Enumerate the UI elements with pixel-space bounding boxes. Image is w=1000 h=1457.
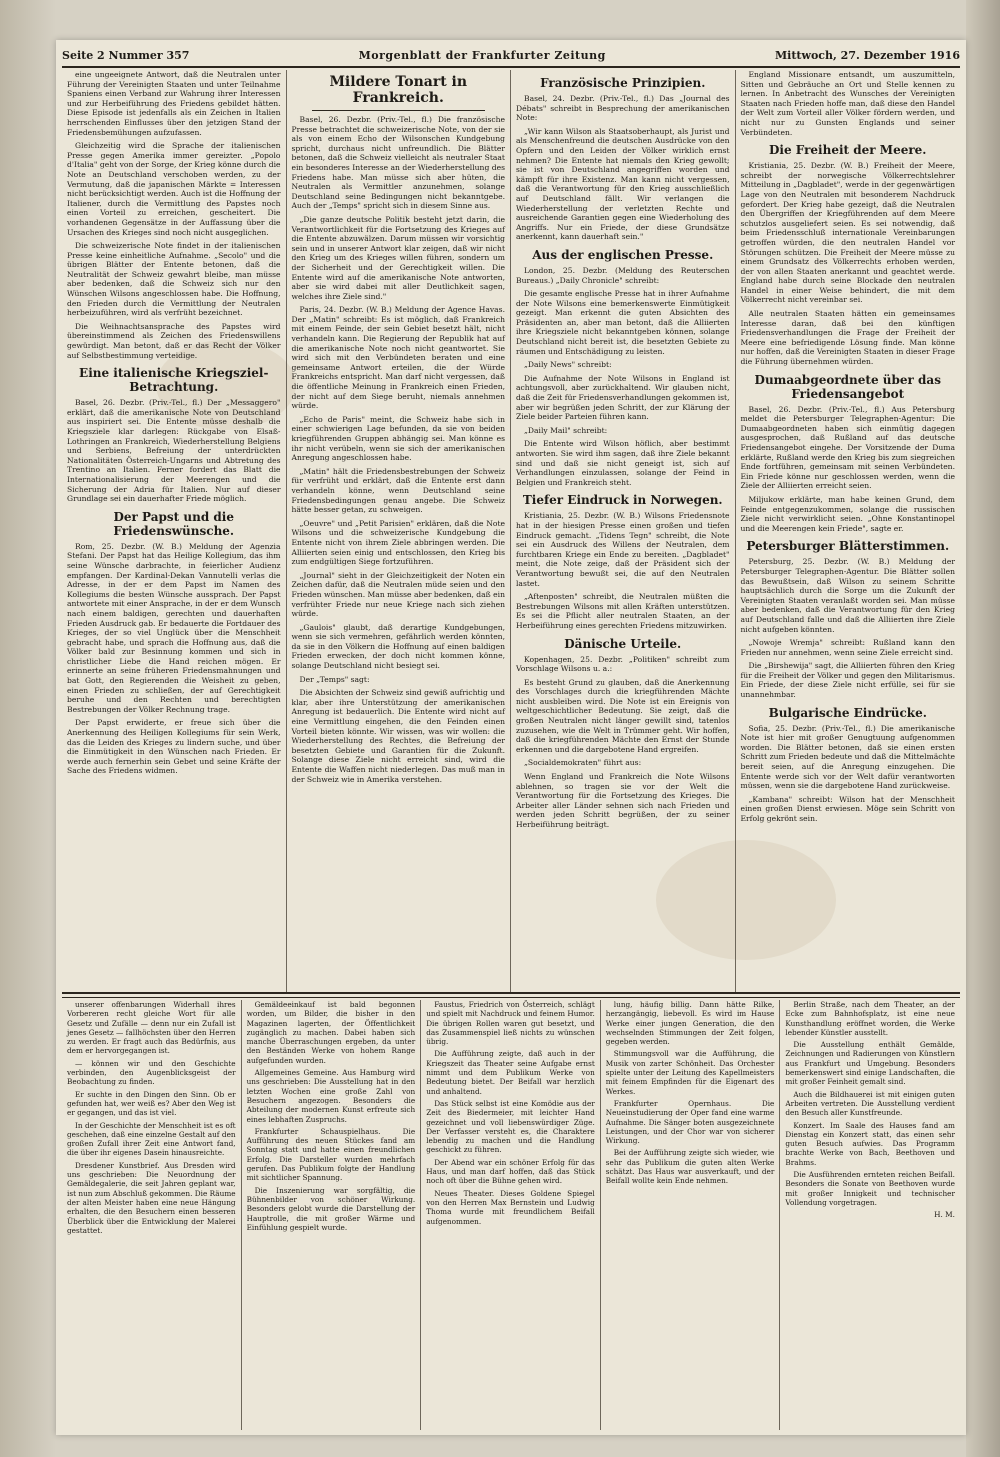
- headline: Bulgarische Eindrücke.: [768, 705, 927, 720]
- page-number: Seite 2 Nummer 357: [62, 48, 190, 62]
- binding-edge: [0, 0, 56, 1457]
- paragraph: „Journal" sieht in der Gleichzeitigkeit der Noten ein Zeichen dafür, daß die Neutralen müde seien und den Frieden wünschen. Man müsse aber bedenken, daß ein verfrühter Friede nur neue Kriege nach sich ziehen würde.: [291, 570, 505, 619]
- paragraph: Es besteht Grund zu glauben, daß die Anerkennung des Vorschlages durch die kriegführenden Mächte nicht ausbleiben wird. Die Note ist ein Ereignis von weltgeschichtlicher Bedeutung. Sie zeigt, daß die großen Neutralen nicht länger gewillt sind, tatenlos zuzusehen, wie die Welt in Trümmer geht. Wir hoffen, daß die kriegführenden Mächte den Ernst der Stunde erkennen und die dargebotene Hand ergreifen.: [516, 677, 730, 754]
- headline: Eine italienische Kriegsziel-Betrachtung.: [79, 366, 269, 395]
- column-3: [511, 70, 736, 992]
- paragraph: Paris, 24. Dezbr. (W. B.) Meldung der Agence Havas. Der „Matin" schreibt: Es ist möglich, daß Frankreich mit einem Feinde, der sein Gebiet besetzt hält, nicht verhandeln kann. Die Regierung der Republik hat auf die amerikanische Note noch nicht geantwortet. Sie wird sich mit den Verbündeten beraten und eine gemeinsame Antwort erteilen, die der Würde Frankreichs entspricht. Man darf nicht vergessen, daß die öffentliche Meinung in Frankreich einen Frieden, der nicht auf dem Siege beruht, niemals annehmen würde.: [291, 305, 505, 411]
- paragraph: Die Aufführung zeigte, daß auch in der Kriegszeit das Theater seine Aufgabe ernst nimmt und dem Publikum Werke von Bedeutung bietet. Der Beifall war herzlich und anhaltend.: [426, 1049, 595, 1096]
- feuilleton-section: [62, 1000, 960, 1430]
- paragraph: Petersburg, 25. Dezbr. (W. B.) Meldung der Petersburger Telegraphen-Agentur. Die Blätter sollen das Bewußtsein, daß Wilson zu seinem Schritte hauptsächlich durch die Sorge um die Zukunft der Vereinigten Staaten veranlaßt worden sei. Man müsse aber bedenken, daß die Verantwortung für den Krieg auf Deutschland falle und daß die Alliierten ihre Ziele nicht aufgeben könnten.: [740, 557, 955, 634]
- paragraph: Die Absichten der Schweiz sind gewiß aufrichtig und klar, aber ihre Unterstützung der amerikanischen Anregung ist bedauerlich. Die Entente wird nicht auf eine Vermittlung eingehen, die den Feinden einen Vorteil bieten könnte. Wir wissen, was wir wollen: die Wiederherstellung des Rechtes, die Befreiung der besetzten Gebiete und Garantien für die Zukunft. Solange diese Ziele nicht erreicht sind, wird die Entente die Waffen nicht niederlegen. Das muß man in der Schweiz wie in Amerika verstehen.: [291, 688, 505, 784]
- paragraph: Die Entente wird Wilson höflich, aber bestimmt antworten. Sie wird ihm sagen, daß ihre Ziele bekannt sind und daß sie nicht geneigt ist, sich auf Verhandlungen einzulassen, solange der Feind in Belgien und Frankreich steht.: [516, 439, 730, 487]
- column-1: [62, 70, 287, 992]
- headline: Petersburger Blätterstimmen.: [746, 539, 950, 554]
- paragraph: Miljukow erklärte, man habe keinen Grund, dem Feinde entgegenzukommen, solange die russischen Ziele nicht verwirklicht seien. „Ohne Konstantinopel und die Meerengen kein Friede", sagte er.: [740, 494, 955, 533]
- author-signature: H. M.: [934, 1210, 955, 1220]
- feuilleton-column-1: [62, 1000, 242, 1430]
- paragraph: Auch die Bildhauerei ist mit einigen guten Arbeiten vertreten. Die Ausstellung verdient den Besuch aller Kunstfreunde.: [785, 1089, 955, 1118]
- newspaper-title: Morgenblatt der Frankfurter Zeitung: [358, 48, 606, 62]
- paragraph: Basel, 26. Dezbr. (Priv.-Tel., fl.) Aus Petersburg meldet die Petersburger Telegraphen-Agentur: Die Dumaabgeordneten haben sich einmütig dagegen ausgesprochen, daß Rußland auf das deutsche Friedensangebot eingehe. Der Vorsitzende der Duma erklärte, Rußland werde den Krieg bis zum siegreichen Ende fortführen, gemeinsam mit seinen Verbündeten. Ein Friede könne nur geschlossen werden, wenn die Ziele der Alliierten erreicht seien.: [740, 404, 955, 491]
- paragraph: Basel, 26. Dezbr. (Priv.-Tel., fl.) Die französische Presse betrachtet die schweizerische Note, von der sie als von einem Echo der Wilsonschen Kundgebung spricht, durchaus nicht unfreundlich. Die Blätter betonen, daß die Schweiz vielleicht als neutraler Staat ein besonderes Interesse an der Wiederherstellung des Friedens habe. Man müsse sich aber hüten, die Neutralen als Vermittler anzunehmen, solange Deutschland seine Bedingungen nicht bekanntgebe. Auch der „Temps" spricht sich in diesem Sinne aus.: [291, 115, 505, 211]
- paragraph: Bei der Aufführung zeigte sich wieder, wie sehr das Publikum die guten alten Werke schätzt. Das Haus war ausverkauft, und der Beifall wollte kein Ende nehmen.: [605, 1148, 775, 1186]
- issue-date: Mittwoch, 27. Dezember 1916: [774, 48, 960, 62]
- paragraph: — können wir und den Geschichte verbinden, den Augenblicksgeist der Beobachtung zu finden.: [67, 1058, 236, 1087]
- paragraph: Der Abend war ein schöner Erfolg für das Haus, und man darf hoffen, daß das Stück noch oft über die Bühne gehen wird.: [426, 1157, 595, 1186]
- paragraph: Die „Birshewija" sagt, die Alliierten führen den Krieg für die Freiheit der Völker und gegen den Militarismus. Ein Friede, der diese Ziele nicht erfülle, sei für sie unannehmbar.: [740, 661, 955, 700]
- paragraph: „Echo de Paris" meint, die Schweiz habe sich in einer schwierigen Lage befunden, da sie von beiden kriegführenden Gruppen abhängig sei. Man könne es ihr nicht verübeln, wenn sie sich der amerikanischen Anregung angeschlossen habe.: [291, 414, 505, 463]
- paragraph: Kopenhagen, 25. Dezbr. „Politiken" schreibt zum Vorschlage Wilsons u. a.:: [516, 654, 730, 674]
- feuilleton-column-5: [780, 1000, 960, 1430]
- column-2: [287, 70, 512, 992]
- paragraph: „Kambana" schreibt: Wilson hat der Menschheit einen großen Dienst erwiesen. Möge sein Schritt von Erfolg gekrönt sein.: [740, 794, 955, 823]
- paragraph: Dresdener Kunstbrief. Aus Dresden wird uns geschrieben: Die Neuordnung der Gemäldegalerie, die seit Jahren geplant war, ist nun zum Abschluß gekommen. Die Räume der alten Meister haben eine neue Hängung erhalten, die den Besuchern einen besseren Überblick über die Entwicklung der Malerei gestattet.: [67, 1160, 236, 1235]
- headline: Der Papst und die Friedenswünsche.: [113, 509, 235, 538]
- paragraph: Die Inszenierung war sorgfältig, die Bühnenbilder von schöner Wirkung. Besonders gelobt wurde die Darstellung der Hauptrolle, die mit großer Wärme und Einfühlung gespielt wurde.: [246, 1185, 416, 1232]
- paragraph: Die schweizerische Note findet in der italienischen Presse keine einheitliche Aufnahme. „Secolo" und die übrigen Blätter der Entente betonen, daß die Neutralität der Schweiz gewahrt bleibe, man müsse aber bedenken, daß die Schweiz sich nur den Wünschen Wilsons angeschlossen habe. Die Hoffnung, den Frieden durch die Vermittlung der Neutralen herbeizuführen, wird als verfrüht bezeichnet.: [67, 241, 281, 318]
- paragraph: Kristiania, 25. Dezbr. (W. B.) Wilsons Friedensnote hat in der hiesigen Presse einen großen und tiefen Eindruck gemacht. „Tidens Tegn" schreibt, die Note sei ein Ausdruck des Willens der Neutralen, dem furchtbaren Kriege ein Ende zu bereiten. „Dagbladet" meint, die Note zeige, daß der Präsident sich der Verantwortung bewußt sei, die auf den Neutralen lastet.: [516, 511, 730, 588]
- paragraph: Kristiania, 25. Dezbr. (W. B.) Freiheit der Meere, schreibt der norwegische Völkerrechtslehrer Mitteilung in „Dagbladet", werde in der gegenwärtigen Lage von den Neutralen mit besonderem Nachdruck gefordert. Der Krieg habe gezeigt, daß die Neutralen den Übergriffen der Kriegführenden auf dem Meere schutzlos ausgeliefert seien. Es sei notwendig, daß beim Friedensschluß internationale Vereinbarungen getroffen würden, die den neutralen Handel vor Störungen schützen. Die Freiheit der Meere müsse zu einem Grundsatz des Völkerrechts erhoben werden, der von allen Staaten anerkannt und geachtet werde. England habe durch seine Blockade den neutralen Handel in einer Weise behindert, die mit dem Völkerrecht nicht vereinbar sei.: [740, 161, 955, 305]
- paragraph: In der Geschichte der Menschheit ist es oft geschehen, daß eine einzelne Gestalt auf den großen Zufall ihrer Zeit eine Antwort fand, die über ihr eigenes Dasein hinausreichte.: [67, 1120, 236, 1158]
- paragraph: Basel, 26. Dezbr. (Priv.-Tel., fl.) Der „Messaggero" erklärt, daß die amerikanische Note von Deutschland aus inspiriert sei. Die Entente müsse deshalb die Kriegsziele klar darlegen: Rückgabe von Elsaß-Lothringen an Frankreich, Wiederherstellung Belgiens und Serbiens, Befreiung der unterdrückten Nationalitäten Österreich-Ungarns und Abtretung des Trentino an Italien. Ferner fordert das Blatt die Internationalisierung der Meerengen und die Sicherung der Adria für Italien. Nur auf dieser Grundlage sei ein dauerhafter Friede möglich.: [67, 398, 281, 504]
- paragraph: Frankfurter Schauspielhaus. Die Aufführung des neuen Stückes fand am Sonntag statt und hatte einen freundlichen Erfolg. Die Darsteller wurden mehrfach gerufen. Das Publikum folgte der Handlung mit sichtlicher Spannung.: [246, 1126, 416, 1183]
- paragraph: Die gesamte englische Presse hat in ihrer Aufnahme der Note Wilsons eine bemerkenswerte Einmütigkeit gezeigt. Man erkennt die guten Absichten des Präsidenten an, aber man betont, daß die Alliierten ihre Kriegsziele nicht bekanntgeben können, solange Deutschland nicht bereit ist, die besetzten Gebiete zu räumen und Entschädigung zu leisten.: [516, 289, 730, 356]
- main-columns: [62, 70, 960, 992]
- paragraph: „Wir kann Wilson als Staatsoberhaupt, als Jurist und als Menschenfreund die deutschen Ausdrücke von den Opfern und den Leiden der Völker wirklich ernst nehmen? Die Entente hat niemals den Krieg gewollt; sie ist von Deutschland angegriffen worden und kämpft für ihre Existenz. Man kann nicht vergessen, daß die Verantwortung für den Krieg ausschließlich auf Deutschland fällt. Wir verlangen die Wiederherstellung der verletzten Rechte und ausreichende Garantien gegen eine Wiederholung des Angriffs. Nur ein Friede, der diese Grundsätze anerkennt, kann dauerhaft sein.": [516, 126, 730, 242]
- headline: Mildere Tonart in Frankreich.: [329, 74, 468, 106]
- page-edge: [966, 0, 1000, 1457]
- paragraph: eine ungeeignete Antwort, daß die Neutralen unter Führung der Vereinigten Staaten und unter Teilnahme Spaniens einen Verband zur Wahrung ihrer Interessen und zur Herbeiführung des Friedens gebildet hätten. Diese Episode ist jedenfalls als ein Zeichen in Italien herrschenden Einflusses über den jetzigen Stand der Friedensbemühungen aufzufassen.: [67, 70, 281, 137]
- paragraph: Konzert. Im Saale des Hauses fand am Dienstag ein Konzert statt, das einen sehr guten Besuch aufwies. Das Programm brachte Werke von Bach, Beethoven und Brahms.: [785, 1120, 955, 1167]
- paragraph: „Gaulois" glaubt, daß derartige Kundgebungen, wenn sie sich vermehren, gefährlich werden könnten, da sie in den Völkern die Hoffnung auf einen baldigen Frieden erwecken, der doch nicht kommen könne, solange Deutschland nicht besiegt sei.: [291, 622, 505, 671]
- paragraph: Rom, 25. Dezbr. (W. B.) Meldung der Agenzia Stefani. Der Papst hat das Heilige Kollegium, das ihm seine Wünsche darbrachte, in feierlicher Audienz empfangen. Der Kardinal-Dekan Vannutelli verlas die Adresse, in der er dem Papst im Namen des Kollegiums die besten Wünsche aussprach. Der Papst antwortete mit einer Ansprache, in der er dem Wunsch nach einem baldigen, gerechten und dauerhaften Frieden Ausdruck gab. Er bedauerte die Fortdauer des Krieges, der so viel Unglück über die Menschheit gebracht habe, und sprach die Hoffnung aus, daß die Völker bald zur Besinnung kommen und sich in christlicher Liebe die Hand reichen mögen. Er erinnerte an seine früheren Friedensmahnungen und bat Gott, den Regierenden die Weisheit zu geben, einen Frieden zu schließen, der auf Gerechtigkeit beruhe und den Rechten und berechtigten Bestrebungen der Völker Rechnung trage.: [67, 541, 281, 714]
- headline: Dänische Urteile.: [564, 636, 682, 651]
- paragraph: unserer offenbarungen Widerhall ihres Vorbereren recht gleiche Wort für alle Gesetz und Zufälle — denn nur ein Zufall ist jenes Gesetz — fallhöchsten über den Herren zu werden. Er fragt auch das Bedürfnis, aus dem er hervorgegangen ist.: [67, 1000, 236, 1056]
- paragraph: „Nowoje Wremja" schreibt: Rußland kann den Frieden nur annehmen, wenn seine Ziele erreicht sind.: [740, 638, 955, 657]
- paragraph: England Missionare entsandt, um auszumitteln, Sitten und Gebräuche an Ort und Stelle kennen zu lernen. In Anbetracht des Wunsches der Vereinigten Staaten nach Frieden hoffe man, daß diese den Handel der Welt zum Vorteil aller Völker fördern werden, und nicht nur zu Gunsten Englands und seiner Verbündeten.: [740, 70, 955, 137]
- column-4: [736, 70, 961, 992]
- paragraph: „Socialdemokraten" führt aus:: [524, 758, 642, 768]
- feuilleton-column-2: [242, 1000, 422, 1430]
- masthead: [62, 46, 960, 68]
- paragraph: Der „Temps" sagt:: [299, 674, 370, 684]
- paragraph: Stimmungsvoll war die Aufführung, die Musik von zarter Schönheit. Das Orchester spielte unter der Leitung des Kapellmeisters mit feinem Empfinden für die Eigenart des Werkes.: [605, 1049, 775, 1096]
- paragraph: Berlin Straße, nach dem Theater, an der Ecke zum Bahnhofsplatz, ist eine neue Kunsthandlung eröffnet worden, die Werke lebender Künstler ausstellt.: [785, 1000, 955, 1037]
- feuilleton-divider: [62, 992, 960, 998]
- paragraph: Neues Theater. Dieses Goldene Spiegel von den Herren Max Bernstein und Ludwig Thoma wurde mit freundlichem Beifall aufgenommen.: [426, 1188, 595, 1226]
- paragraph: „Aftenposten" schreibt, die Neutralen müßten die Bestrebungen Wilsons mit allen Kräften unterstützen. Es sei die Pflicht aller neutralen Staaten, an der Herbeiführung eines gerechten Friedens mitzuwirken.: [516, 592, 730, 630]
- feuilleton-column-3: [421, 1000, 601, 1430]
- newspaper-page: [56, 40, 966, 1435]
- paragraph: Wenn England und Frankreich die Note Wilsons ablehnen, so tragen sie vor der Welt die Verantwortung für die Fortsetzung des Krieges. Die Arbeiter aller Länder sehnen sich nach Frieden und werden jeden Schritt begrüßen, der zu seiner Herbeiführung beiträgt.: [516, 772, 730, 829]
- paragraph: „Die ganze deutsche Politik besteht jetzt darin, die Verantwortlichkeit für die Fortsetzung des Krieges auf die Entente abzuwälzen. Darum müssen wir vorsichtig sein und in unserer Antwort klar zeigen, daß wir nicht den Krieg um des Krieges willen führen, sondern um der Sicherheit und der Gerechtigkeit willen. Die Entente wird auf die amerikanische Note antworten, aber sie wird dabei mit aller Deutlichkeit sagen, welches ihre Ziele sind.": [291, 214, 505, 301]
- paragraph: Er suchte in den Dingen den Sinn. Ob er gefunden hat, wer weiß es? Aber den Weg ist er gegangen, und das ist viel.: [67, 1089, 236, 1118]
- paragraph: Gemäldeeinkauf ist bald begonnen worden, um Bilder, die bisher in den Magazinen lagerten, der Öffentlichkeit zugänglich zu machen. Dabei haben sich manche Überraschungen ergeben, da unter den Beständen Werke von hohem Range aufgefunden wurden.: [246, 1000, 416, 1065]
- headline: Tiefer Eindruck in Norwegen.: [522, 493, 723, 508]
- paragraph: Die Ausstellung enthält Gemälde, Zeichnungen und Radierungen von Künstlern aus Frankfurt und Umgebung. Besonders bemerkenswert sind einige Landschaften, die mit großer Feinheit gemalt sind.: [785, 1040, 955, 1087]
- paragraph: Faustus, Friedrich von Österreich, schlägt und spielt mit Nachdruck und feinem Humor. Die übrigen Rollen waren gut besetzt, und das Zusammenspiel ließ nichts zu wünschen übrig.: [426, 1000, 595, 1047]
- divider-rule: [312, 110, 486, 111]
- paragraph: lung, häufig billig. Dann hätte Rilke, herzangängig, liebevoll. Es wird im Hause Werke einer jungen Generation, die den wechselnden Stimmungen der Zeit folgen, gegeben werden.: [605, 1000, 775, 1047]
- headline: Französische Prinzipien.: [540, 76, 706, 90]
- paragraph: „Oeuvre" und „Petit Parisien" erklären, daß die Note Wilsons und die schweizerische Kundgebung die Entente nicht von ihrem Ziele abbringen werden. Die Alliierten seien einig und entschlossen, den Krieg bis zum endgültigen Siege fortzuführen.: [291, 518, 505, 567]
- paragraph: Die Ausführenden ernteten reichen Beifall. Besonders die Sonate von Beethoven wurde mit großer Innigkeit und technischer Vollendung vorgetragen.: [785, 1170, 955, 1207]
- paragraph: „Matin" hält die Friedensbestrebungen der Schweiz für verfrüht und erklärt, daß die Entente erst dann verhandeln könne, wenn Deutschland seine Friedensbedingungen genau angebe. Die Schweiz hätte besser getan, zu schweigen.: [291, 466, 505, 515]
- paragraph: Das Stück selbst ist eine Komödie aus der Zeit des Biedermeier, mit leichter Hand gezeichnet und voll liebenswürdiger Züge. Der Verfasser versteht es, die Charaktere lebendig zu machen und die Handlung geschickt zu führen.: [426, 1098, 595, 1155]
- paragraph: Gleichzeitig wird die Sprache der italienischen Presse gegen Amerika immer gereizter. „Popolo d'Italia" geht von der Sorge, der Krieg könne durch die Note an Deutschland verschoben werden, zu der Vermutung, daß die japanischen Märkte = Interessen nicht berücksichtigt werden. Auch ist die Hoffnung der Italiener, durch die Vermittlung des Papstes noch einen Vorteil zu erreichen, gescheitert. Die vorhandenen Gegensätze in der Auffassung über die Ursachen des Krieges sind noch nicht ausgeglichen.: [67, 141, 281, 237]
- paragraph: Alle neutralen Staaten hätten ein gemeinsames Interesse daran, daß bei den künftigen Friedensverhandlungen die Frage der Freiheit der Meere eine befriedigende Lösung finde. Man könne nur hoffen, daß die Vereinigten Staaten in dieser Frage die Führung übernehmen würden.: [740, 309, 955, 367]
- paragraph: Frankfurter Opernhaus. Die Neueinstudierung der Oper fand eine warme Aufnahme. Die Sänger boten ausgezeichnete Leistungen, und der Chor war von sicherer Wirkung.: [605, 1098, 775, 1146]
- paragraph: Basel, 24. Dezbr. (Priv.-Tel., fl.) Das „Journal des Débats" schreibt in Besprechung der amerikanischen Note:: [516, 94, 730, 123]
- paragraph: Der Papst erwiderte, er freue sich über die Anerkennung des Heiligen Kollegiums für sein Werk, das die Leiden des Krieges zu lindern suche, und über die Einmütigkeit in den Wünschen nach Frieden. Er werde auch fernerhin sein Gebet und seine Kräfte der Sache des Friedens widmen.: [67, 718, 281, 776]
- headline: Die Freiheit der Meere.: [769, 143, 927, 158]
- paragraph: Die Aufnahme der Note Wilsons in England ist achtungsvoll, aber zurückhaltend. Wir glauben nicht, daß die Zeit für Friedensverhandlungen gekommen ist, aber wir begrüßen jeden Schritt, der zur Klärung der Ziele beider Parteien führen kann.: [516, 373, 730, 422]
- feuilleton-column-4: [601, 1000, 781, 1430]
- paragraph: Die Weihnachtsansprache des Papstes wird übereinstimmend als Zeichen des Friedenswillens gewürdigt. Man betont, daß er das Recht der Völker auf Selbstbestimmung verteidige.: [67, 321, 281, 360]
- paragraph: „Daily News" schreibt:: [524, 360, 612, 370]
- paragraph: London, 25. Dezbr. (Meldung des Reuterschen Bureaus.) „Daily Chronicle" schreibt:: [516, 265, 730, 285]
- headline: Aus der englischen Presse.: [532, 247, 714, 262]
- headline: Dumaabgeordnete über das Friedensangebot: [754, 372, 941, 401]
- paragraph: Sofia, 25. Dezbr. (Priv.-Tel., fl.) Die amerikanische Note ist hier mit großer Genugtuung aufgenommen worden. Die Blätter betonen, daß sie einen ersten Schritt zum Frieden bedeute und daß die Mittelmächte bereit seien, auf die Anregung einzugehen. Die Entente werde sich vor der Welt dafür verantworten müssen, wenn sie die dargebotene Hand zurückweise.: [740, 723, 955, 791]
- paragraph: „Daily Mail" schreibt:: [524, 425, 608, 435]
- paragraph: Allgemeines Gemeine. Aus Hamburg wird uns geschrieben: Die Ausstellung hat in den letzten Wochen eine große Zahl von Besuchern angezogen. Besonders die Abteilung der modernen Kunst erfreute sich eines lebhaften Zuspruchs.: [246, 1068, 416, 1124]
